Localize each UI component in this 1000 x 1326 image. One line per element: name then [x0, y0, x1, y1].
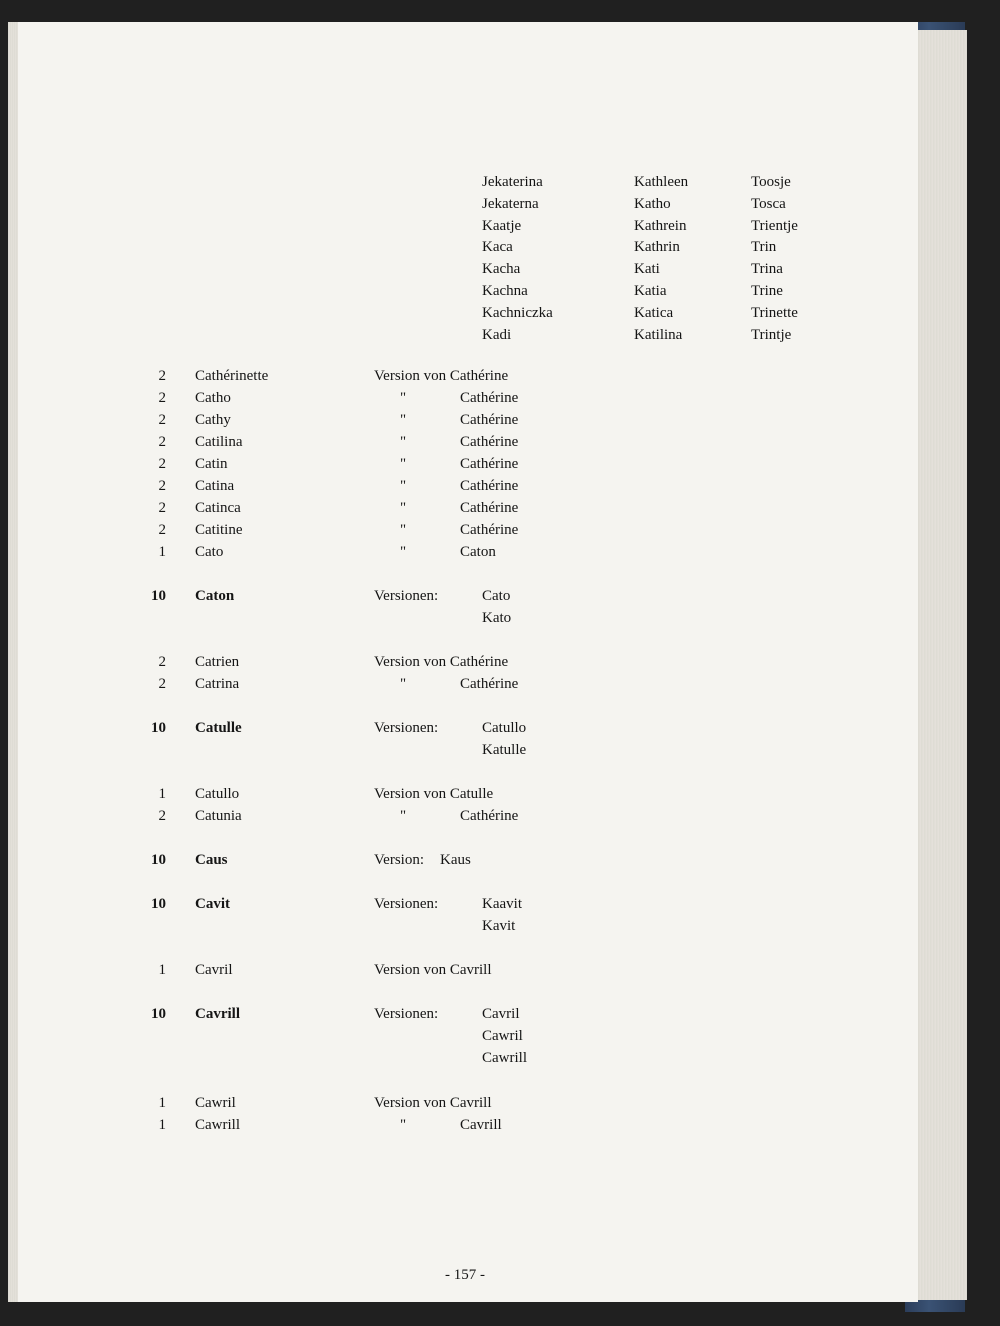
top-block-name: Kathrin	[634, 239, 680, 255]
entry-number: 2	[158, 368, 166, 384]
entry-reference: Cavril	[482, 1006, 520, 1022]
ditto-mark: "	[400, 808, 407, 824]
top-block-name: Trinette	[751, 305, 798, 321]
entry-number: 10	[151, 1006, 166, 1022]
entry-label: Versionen:	[374, 896, 439, 912]
top-block-name: Kacha	[482, 261, 521, 277]
entry-reference: Catullo	[482, 720, 527, 736]
top-block-name: Katho	[634, 196, 671, 212]
entry-name: Cato	[195, 544, 224, 560]
entry-name: Cawril	[195, 1095, 236, 1111]
entry-label: Versionen:	[374, 720, 439, 736]
entry-name: Caus	[195, 852, 228, 868]
ditto-mark: "	[400, 1117, 407, 1133]
top-block-name: Kathleen	[634, 174, 689, 190]
ditto-mark: "	[400, 434, 407, 450]
entry-name: Catrien	[195, 654, 240, 670]
entry-name: Catunia	[195, 808, 242, 824]
entry-reference: Cathérine	[460, 522, 519, 538]
entry-reference: Caton	[460, 544, 496, 560]
entry-name: Catilina	[195, 434, 243, 450]
top-block-name: Tosca	[751, 196, 786, 212]
entry-number: 2	[158, 500, 166, 516]
entry-version: Kavit	[482, 918, 516, 934]
entry-number: 2	[158, 478, 166, 494]
entry-number: 10	[151, 852, 166, 868]
ditto-mark: "	[400, 676, 407, 692]
entry-version: Cawril	[482, 1028, 523, 1044]
entry-reference: Cavrill	[460, 1117, 502, 1133]
ditto-mark: "	[400, 390, 407, 406]
entry-number: 2	[158, 654, 166, 670]
ditto-mark: "	[400, 412, 407, 428]
entry-reference: Cathérine	[460, 434, 519, 450]
entry-name: Cavit	[195, 896, 230, 912]
top-block-name: Kaca	[482, 239, 513, 255]
entry-name: Cawrill	[195, 1117, 240, 1133]
entry-name: Cavril	[195, 962, 233, 978]
entry-name: Catina	[195, 478, 235, 494]
entry-number: 2	[158, 808, 166, 824]
entry-number: 1	[158, 1117, 166, 1133]
entry-reference: Cato	[482, 588, 511, 604]
top-block-name: Jekaterina	[482, 174, 543, 190]
entry-name: Catrina	[195, 676, 240, 692]
entry-description: Version von Cathérine	[374, 368, 509, 384]
entry-label: Versionen:	[374, 1006, 439, 1022]
top-block-name: Kachniczka	[482, 305, 553, 321]
entry-reference: Cathérine	[460, 456, 519, 472]
entry-number: 2	[158, 434, 166, 450]
entry-name: Catho	[195, 390, 231, 406]
entry-name: Catullo	[195, 786, 240, 802]
entry-version: Kato	[482, 610, 512, 626]
entry-reference: Cathérine	[460, 808, 519, 824]
entry-reference: Cathérine	[460, 390, 519, 406]
entry-label: Versionen:	[374, 588, 439, 604]
entry-number: 2	[158, 412, 166, 428]
ditto-mark: "	[400, 500, 407, 516]
entry-number: 1	[158, 544, 166, 560]
top-block-name: Kathrein	[634, 218, 687, 234]
entry-number: 1	[158, 962, 166, 978]
entry-name: Caton	[195, 588, 235, 604]
entry-number: 10	[151, 588, 166, 604]
top-block-name: Kachna	[482, 283, 528, 299]
entry-number: 1	[158, 1095, 166, 1111]
ditto-mark: "	[400, 522, 407, 538]
entry-version: Cawrill	[482, 1050, 527, 1066]
entry-number: 2	[158, 522, 166, 538]
top-block-name: Katilina	[634, 327, 683, 343]
entry-number: 2	[158, 456, 166, 472]
entry-description: Version von Catulle	[374, 786, 494, 802]
entry-description: Version von Cathérine	[374, 654, 509, 670]
top-block-name: Trin	[751, 239, 777, 255]
entry-description: Version von Cavrill	[374, 962, 492, 978]
entry-reference: Kaavit	[482, 896, 522, 912]
top-block-name: Jekaterna	[482, 196, 539, 212]
top-block-name: Trine	[751, 283, 783, 299]
entry-label: Version:	[374, 852, 424, 868]
top-block-name: Kadi	[482, 327, 512, 343]
entry-name: Catin	[195, 456, 228, 472]
ditto-mark: "	[400, 478, 407, 494]
ditto-mark: "	[400, 456, 407, 472]
entry-reference: Cathérine	[460, 500, 519, 516]
entry-reference: Cathérine	[460, 412, 519, 428]
top-block-name: Kaatje	[482, 218, 522, 234]
entry-name: Catinca	[195, 500, 241, 516]
top-block-name: Toosje	[751, 174, 791, 190]
entry-reference: Kaus	[440, 852, 471, 868]
page-number: - 157 -	[445, 1267, 485, 1283]
top-block-name: Trientje	[751, 218, 798, 234]
entry-reference: Cathérine	[460, 478, 519, 494]
entry-number: 2	[158, 676, 166, 692]
entry-number: 10	[151, 720, 166, 736]
entry-version: Katulle	[482, 742, 527, 758]
top-block-name: Trina	[751, 261, 783, 277]
entry-name: Cavrill	[195, 1006, 240, 1022]
entry-number: 10	[151, 896, 166, 912]
entry-name: Cathy	[195, 412, 231, 428]
entry-name: Catulle	[195, 720, 242, 736]
top-block-name: Trintje	[751, 327, 792, 343]
entry-reference: Cathérine	[460, 676, 519, 692]
top-block-name: Katia	[634, 283, 667, 299]
ditto-mark: "	[400, 544, 407, 560]
entry-description: Version von Cavrill	[374, 1095, 492, 1111]
entry-name: Catitine	[195, 522, 243, 538]
top-block-name: Katica	[634, 305, 674, 321]
entry-name: Cathérinette	[195, 368, 269, 384]
entry-number: 2	[158, 390, 166, 406]
entry-number: 1	[158, 786, 166, 802]
top-block-name: Kati	[634, 261, 660, 277]
